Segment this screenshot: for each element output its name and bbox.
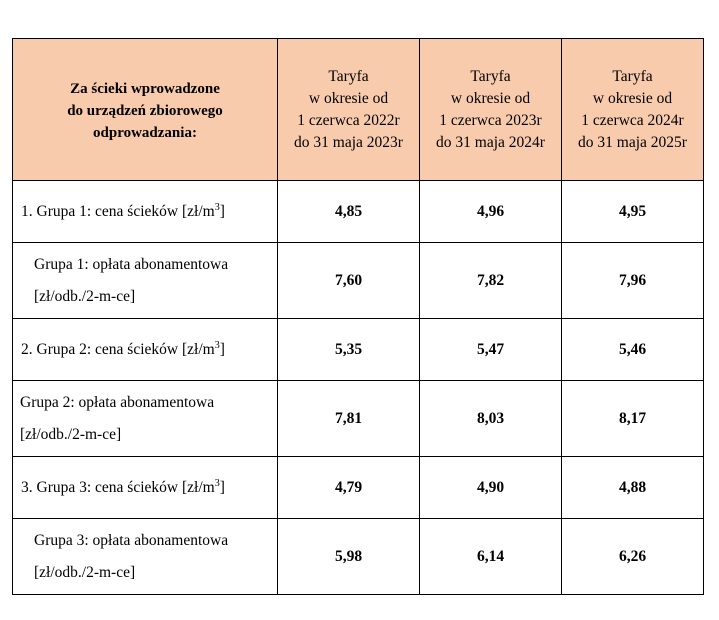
row-label bbox=[13, 243, 278, 319]
value-2023: 8,03 bbox=[420, 381, 562, 457]
table-row-group-3-fee bbox=[13, 519, 704, 595]
value-2023: 6,14 bbox=[420, 519, 562, 595]
value-2023: 4,96 bbox=[420, 181, 562, 243]
table-row-group-2-fee bbox=[13, 381, 704, 457]
tariff-period-label: w okresie od bbox=[308, 89, 389, 107]
value-2024: 6,26 bbox=[562, 519, 704, 595]
tariff-title: Taryfa bbox=[612, 67, 653, 85]
tariff-start-date: 1 czerwca 2023r bbox=[439, 111, 542, 129]
header-label-line-3: odprowadzania: bbox=[93, 124, 197, 141]
unit-exponent: 3 bbox=[214, 477, 220, 489]
value-2024: 4,95 bbox=[562, 181, 704, 243]
row-label bbox=[13, 319, 278, 381]
header-label-line-2: do urządzeń zbiorowego bbox=[67, 102, 223, 119]
row-label-text: 1. Grupa 1: cena ścieków [zł/m bbox=[21, 202, 215, 220]
value-2022: 4,85 bbox=[278, 181, 420, 243]
tariff-start-date: 1 czerwca 2022r bbox=[297, 111, 400, 129]
value-2022: 5,98 bbox=[278, 519, 420, 595]
table-row-group-1-price bbox=[13, 181, 704, 243]
tariff-end-date: do 31 maja 2025r bbox=[578, 133, 687, 151]
row-label bbox=[13, 519, 278, 595]
value-2023: 7,82 bbox=[420, 243, 562, 319]
row-label bbox=[13, 457, 278, 519]
value-2022: 7,81 bbox=[278, 381, 420, 457]
table-header-row bbox=[13, 39, 704, 181]
row-label-line-2: [zł/odb./2-m-ce] bbox=[20, 425, 122, 443]
value-2024: 7,96 bbox=[562, 243, 704, 319]
tariff-table bbox=[12, 38, 704, 595]
row-label bbox=[13, 181, 278, 243]
tariff-period-label: w okresie od bbox=[592, 89, 673, 107]
header-label-cell bbox=[13, 39, 278, 181]
value-2022: 4,79 bbox=[278, 457, 420, 519]
row-label-line-1: Grupa 3: opłata abonamentowa bbox=[34, 531, 229, 549]
table-row-group-1-fee bbox=[13, 243, 704, 319]
row-label-end: ] bbox=[219, 202, 225, 220]
row-label-end: ] bbox=[219, 340, 225, 358]
table-row-group-3-price bbox=[13, 457, 704, 519]
unit-exponent: 3 bbox=[214, 339, 220, 351]
tariff-title: Taryfa bbox=[470, 67, 511, 85]
row-label-line-2: [zł/odb./2-m-ce] bbox=[34, 287, 136, 305]
tariff-end-date: do 31 maja 2024r bbox=[436, 133, 545, 151]
table-row-group-2-price bbox=[13, 319, 704, 381]
row-label bbox=[13, 381, 278, 457]
value-2022: 5,35 bbox=[278, 319, 420, 381]
tariff-start-date: 1 czerwca 2024r bbox=[581, 111, 684, 129]
row-label-line-1: Grupa 1: opłata abonamentowa bbox=[34, 255, 229, 273]
row-label-text: 2. Grupa 2: cena ścieków [zł/m bbox=[21, 340, 215, 358]
value-2024: 4,88 bbox=[562, 457, 704, 519]
value-2024: 8,17 bbox=[562, 381, 704, 457]
row-label-line-1: Grupa 2: opłata abonamentowa bbox=[20, 393, 215, 411]
row-label-line-2: [zł/odb./2-m-ce] bbox=[34, 563, 136, 581]
value-2023: 5,47 bbox=[420, 319, 562, 381]
value-2023: 4,90 bbox=[420, 457, 562, 519]
header-tariff-2024 bbox=[562, 39, 704, 181]
row-label-end: ] bbox=[219, 478, 225, 496]
value-2024: 5,46 bbox=[562, 319, 704, 381]
value-2022: 7,60 bbox=[278, 243, 420, 319]
header-label-line-1: Za ścieki wprowadzone bbox=[70, 80, 220, 97]
header-tariff-2023 bbox=[420, 39, 562, 181]
row-label-text: 3. Grupa 3: cena ścieków [zł/m bbox=[21, 478, 215, 496]
header-tariff-2022 bbox=[278, 39, 420, 181]
tariff-period-label: w okresie od bbox=[450, 89, 531, 107]
unit-exponent: 3 bbox=[214, 201, 220, 213]
tariff-end-date: do 31 maja 2023r bbox=[294, 133, 403, 151]
tariff-title: Taryfa bbox=[328, 67, 369, 85]
